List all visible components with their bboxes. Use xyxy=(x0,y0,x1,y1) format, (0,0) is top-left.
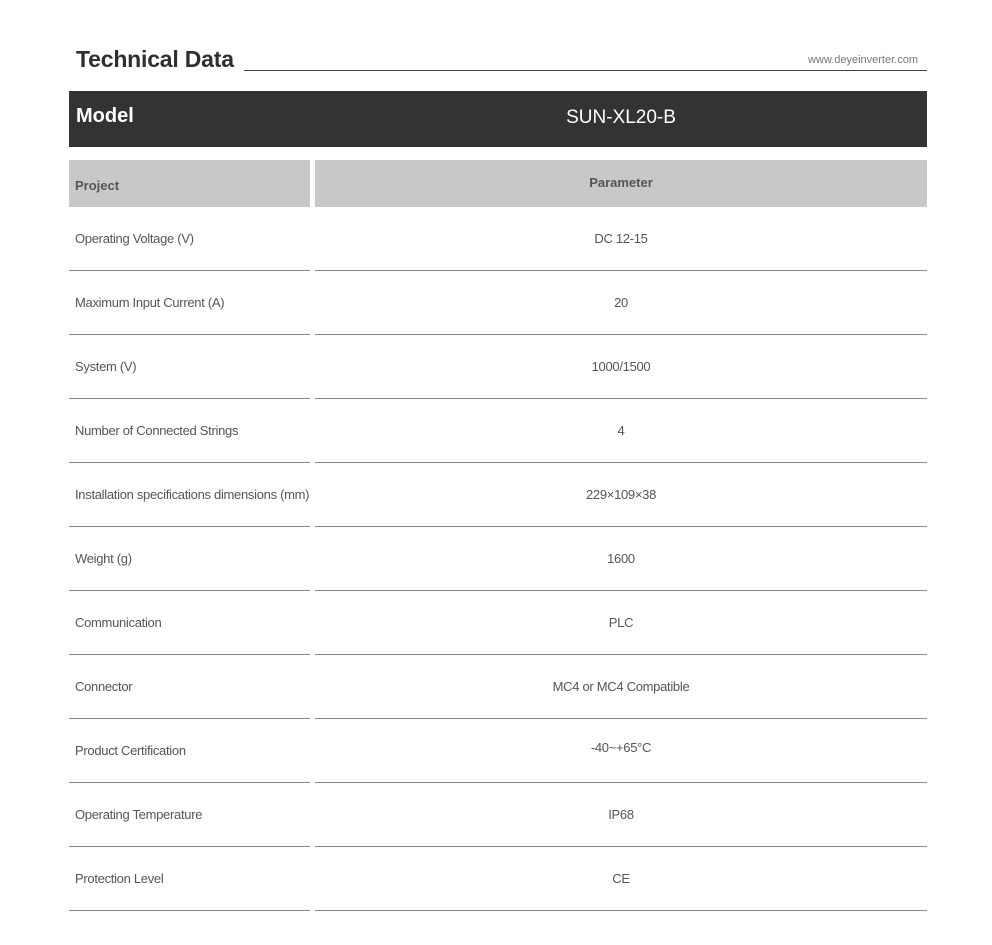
column-header-project xyxy=(69,160,310,207)
website-url[interactable]: www.deyeinverter.com xyxy=(807,54,918,66)
table-row xyxy=(69,399,927,463)
spec-table xyxy=(69,160,927,911)
project-cell xyxy=(69,271,310,335)
parameter-value: 229×109×38 xyxy=(585,487,657,502)
project-cell xyxy=(69,783,310,847)
table-row xyxy=(69,207,927,271)
model-bar xyxy=(69,91,927,147)
column-header-project-label: Project xyxy=(75,178,120,193)
project-label: Installation specifications dimensions (mm) xyxy=(75,487,310,502)
table-row xyxy=(69,719,927,783)
parameter-value: CE xyxy=(612,871,630,886)
project-label: Number of Connected Strings xyxy=(75,423,239,438)
table-row xyxy=(69,847,927,911)
table-row xyxy=(69,591,927,655)
parameter-cell xyxy=(315,847,927,911)
parameter-cell xyxy=(315,783,927,847)
parameter-cell xyxy=(315,207,927,271)
table-row xyxy=(69,655,927,719)
project-cell xyxy=(69,399,310,463)
parameter-cell xyxy=(315,271,927,335)
parameter-value: 1600 xyxy=(607,551,635,566)
parameter-cell xyxy=(315,463,927,527)
table-row xyxy=(69,271,927,335)
project-cell xyxy=(69,463,310,527)
parameter-value: MC4 or MC4 Compatible xyxy=(552,679,690,694)
parameter-cell xyxy=(315,335,927,399)
project-label: System (V) xyxy=(75,359,137,374)
project-label: Operating Voltage (V) xyxy=(75,231,194,246)
project-cell xyxy=(69,719,310,783)
parameter-value: 1000/1500 xyxy=(591,359,651,374)
parameter-cell xyxy=(315,655,927,719)
column-header-parameter xyxy=(315,160,927,207)
parameter-value: 4 xyxy=(617,423,625,438)
project-label: Maximum Input Current (A) xyxy=(75,295,225,310)
project-cell xyxy=(69,591,310,655)
table-row xyxy=(69,783,927,847)
project-label: Operating Temperature xyxy=(75,807,203,822)
project-cell xyxy=(69,847,310,911)
model-label: Model xyxy=(76,105,134,127)
parameter-cell xyxy=(315,527,927,591)
project-label: Communication xyxy=(75,615,162,630)
project-label: Connector xyxy=(75,679,133,694)
table-row xyxy=(69,335,927,399)
parameter-cell xyxy=(315,719,927,783)
parameter-value: IP68 xyxy=(608,807,634,822)
column-header-parameter-label: Parameter xyxy=(589,175,653,190)
project-label: Weight (g) xyxy=(75,551,132,566)
project-label: Protection Level xyxy=(75,871,164,886)
table-header xyxy=(69,160,927,207)
project-cell xyxy=(69,527,310,591)
parameter-cell xyxy=(315,591,927,655)
model-value: SUN-XL20-B xyxy=(566,107,676,128)
parameter-value: 20 xyxy=(614,295,628,310)
table-row xyxy=(69,463,927,527)
project-cell xyxy=(69,335,310,399)
project-cell xyxy=(69,207,310,271)
project-label: Product Certification xyxy=(75,743,186,758)
title-divider xyxy=(244,70,927,71)
page-header xyxy=(76,46,927,76)
parameter-value: DC 12-15 xyxy=(594,231,648,246)
parameter-value: -40~+65°C xyxy=(590,740,652,755)
project-cell xyxy=(69,655,310,719)
parameter-cell xyxy=(315,399,927,463)
page-title: Technical Data xyxy=(76,46,234,72)
parameter-value: PLC xyxy=(608,615,634,630)
table-row xyxy=(69,527,927,591)
